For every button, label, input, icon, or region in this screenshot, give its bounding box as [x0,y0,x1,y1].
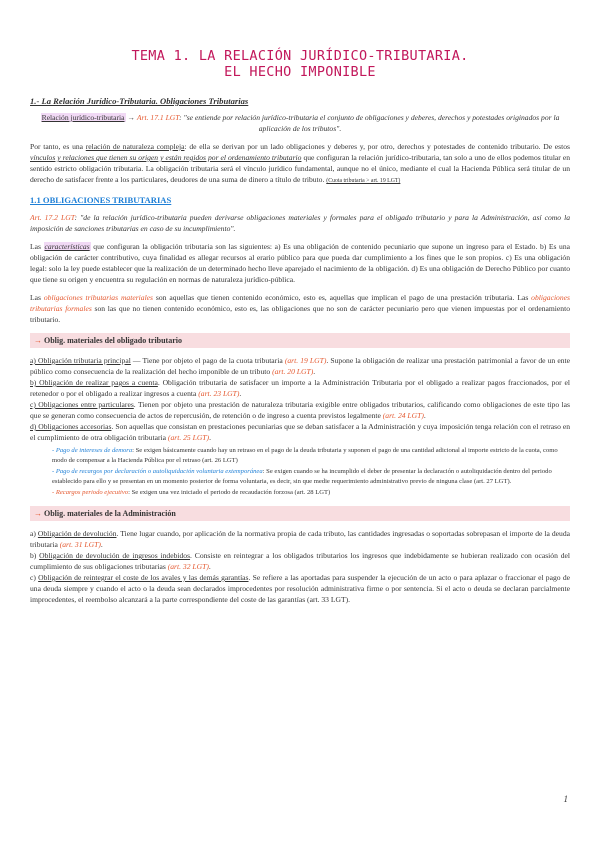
item-term: Obligación de reintegrar el coste de los avales y las demás garantías [38,573,249,582]
text-run: : Se exigen cuando se ha incumplido el deber de presentar la declaración o autoliquidación dentro del periodo establecido para ello y se presentan en un momento posterior de forma voluntaria, es decir, sin que medie requerimiento administrativo previo de ninguna clase (art. 27 LGT). [52,468,552,485]
bar-text: Oblig. materiales del obligado tributario [44,336,182,345]
item-term: Obligación de devolución de ingresos indebidos [39,551,191,560]
definition-term: Relación jurídico-tributaria [41,113,125,122]
paragraph-caracteristicas [30,241,570,285]
obligaciones-list [30,355,570,443]
text-run: que configuran la obligación tributaria son las siguientes: a) Es una obligación de contenido pecuniario que supone un ingreso para el Estado. b) Es una obligación de carácter contributivo, cuya finalidad es allegar recursos al erario público para que pueda dar cumplimiento a los fines que le son propios. c) Es una obligación legal: solo la ley puede establecer que la realización de un determinado hecho lleve aparejado el nacimiento de la obligación. d) Es una obligación de Derecho Público por cuanto que tiene su origen y encuentra su regulación en normas de naturaleza jurídico-pública. [30,242,570,284]
arrow-glyph: → [34,509,44,518]
sub-term: - Pago de intereses de demora [52,447,133,454]
text-run: . Se refiere a las aportadas para suspender la ejecución de un acto o para aplazar o fraccionar el pago de una deuda siempre y cuando el acto o la deuda sean declarados improcedentes por resolución administrativa firme o por sentencia. Si el acto o deuda se declaran parcialmente improcedentes, el reembolso alcanzará a la parte correspondiente del coste de las garantías (art. 33 LGT). [30,573,570,604]
sublist-item [52,446,570,466]
text-run: Las [30,293,44,302]
page-number: 1 [563,794,568,804]
text-run-underlined: relación de naturaleza compleja [85,142,185,151]
article-ref: (art. 23 LGT) [198,389,240,398]
section-heading: 1.- La Relación Jurídico-Tributaria. Obligaciones Tributarias [30,96,249,106]
text-run: b) [30,551,40,560]
item-term: a) Obligación tributaria principal [30,356,131,365]
item-term: d) Obligaciones accesorias [30,422,112,431]
text-run: a) [30,529,38,538]
list-item: b) Obligación de devolución de ingresos indebidos. Consiste en reintegrar a los obligados tributarios los ingresos que indebidamente se hubieran realizado con ocasión del cumplimiento de sus obligaciones tributarias (art. 32 LGT). [30,551,570,571]
text-run: Las [30,242,44,251]
text-run: : de ella se derivan por un lado obligaciones y deberes y, por otro, derechos y potestades de contenido tributario. De estos [184,142,570,151]
definition-block [30,112,570,134]
text-run-underlined: vínculos y relaciones que tienen su origen y están regidos por el ordenamiento tributario [30,153,302,162]
paragraph-naturaleza [30,141,570,187]
footnote-ref: (Cuota tributaria > art. 19 LGT) [326,178,401,184]
paragraph-materiales-formales [30,292,570,325]
list-item: c) Obligaciones entre particulares. Tienen por objeto una prestación de naturaleza tributaria exigible entre obligados tributarios, calificando como obligaciones de este tipo las que se generan como consecuencia de actos de repercusión, de retención o de ingreso a cuenta previstos legalmente (art. 24 LGT). [30,400,570,420]
text-run: son aquellas que tienen contenido económico, esto es, aquellas que implican el pago de una prestación tributaria. Las [153,293,532,302]
bar-text: Oblig. materiales de la Administración [44,509,176,518]
text-run: Por tanto, es una [30,142,86,151]
text-run: . Obligación tributaria de satisfacer un importe a la Administración Tributaria por el obligado a realizar pagos fraccionados, por el retenedor o por el obligado a realizar ingresos a cuenta [30,378,570,398]
sub-term: - Recargos periodo ejecutivo [52,489,129,496]
definition-text: : "se entiende por relación jurídico-tributaria el conjunto de obligaciones y deberes, derechos y potestades originados por la aplicación de los tributos". [179,113,560,133]
article-ref: (art. 19 LGT) [284,356,327,365]
text-run: . Son aquellas que consistan en prestaciones pecuniarias que se deban satisfacer a la Administración y cuya imposición tenga relación con el retraso en el cumplimiento de otra obligación tributaria [30,422,571,442]
article-ref: (art. 32 LGT) [167,562,209,571]
list-item: a) Obligación tributaria principal — Tiene por objeto el pago de la cuota tributaria (art. 19 LGT). Supone la obligación de realizar una prestación patrimonial a favor de un ente público como consecuencia de la realización del hecho imponible de un tributo (art. 20 LGT). [30,356,570,376]
sublist-item [52,467,570,487]
document-page [30,48,570,605]
title-line-2: EL HECHO IMPONIBLE [224,64,376,80]
art-17-2-quote [30,212,570,234]
red-term: obligaciones tributarias materiales [43,293,153,302]
text-run: son las que no tienen contenido económico, esto es, las obligaciones que no son de carácter pecuniario pero que vienen impuestas por el ordenamiento tributario. [30,304,570,324]
text-run: c) [30,573,39,582]
arrow-glyph: → [34,336,44,345]
sub-term: - Pago de recargos por declaración o autoliquidación voluntaria extemporánea [52,468,263,475]
list-item: d) Obligaciones accesorias. Son aquellas que consistan en prestaciones pecuniarias que se deban satisfacer a la Administración y cuya imposición tenga relación con el retraso en el cumplimiento de otra obligación tributaria (art. 25 LGT). [30,422,571,442]
text-run: . Supone la obligación de realizar una prestación patrimonial a favor de un ente público como consecuencia de la realización del hecho imponible de un tributo [30,356,570,376]
title-line-1: TEMA 1. LA RELACIÓN JURÍDICO-TRIBUTARIA. [131,48,469,64]
list-item: a) Obligación de devolución. Tiene lugar cuando, por aplicación de la normativa propia de cada tributo, las cantidades ingresadas o soportadas sobrepasan el importe de la deuda tributaria (art. 31 LGT). [30,529,570,549]
definition-ref: Art. 17.1 LGT [136,113,180,122]
highlighted-term: características [44,242,90,251]
list-item [30,572,570,605]
text-run: : Se exigen una vez iniciado el periodo de recaudación forzosa (art. 28 LGT) [128,489,331,496]
text-run: . Tiene lugar cuando, por aplicación de la normativa propia de cada tributo, las cantidades ingresadas o soportadas sobrepasan el importe de la deuda tributaria [30,529,570,549]
heading-bar-administracion [30,506,570,521]
subsection-heading: 1.1 OBLIGACIONES TRIBUTARIAS [30,195,172,205]
article-ref: (art. 20 LGT) [272,367,314,376]
accesorias-sublist [52,446,570,498]
text-run: . Tienen por objeto una prestación de naturaleza tributaria exigible entre obligados tributarios, calificando como obligaciones de este tipo las que se generan como consecuencia de actos de repercusión, de retención o de ingreso a cuenta previstos legalmente [30,400,570,420]
article-ref: (art. 25 LGT) [167,433,210,442]
red-term: obligaciones tributarias formales [30,293,570,313]
article-ref: (art. 31 LGT) [59,540,101,549]
document-title [30,48,570,80]
list-item: b) Obligación de realizar pagos a cuenta. Obligación tributaria de satisfacer un importe a la Administración Tributaria por el obligado a realizar pagos fraccionados, por el retenedor o por el obligado a realizar ingresos a cuenta (art. 23 LGT). [30,378,570,398]
article-ref: (art. 24 LGT) [382,411,424,420]
text-run: — Tiene por objeto el pago de la cuota tributaria [130,356,285,365]
administracion-list [30,528,570,605]
text-run: que configuran la relación jurídico-tributaria, tan solo a uno de ellos podemos titular en sentido estricto obligación tributaria. La obligación tributaria será el vínculo jurídico fundamental, aunque no el único, mediante el cual la Hacienda Pública será titular de un derecho de satisfacer frente a los particulares, deudores de una suma de dinero a título de tributo. [30,153,570,184]
heading-bar-obligado [30,333,570,348]
article-ref: Art. 17.2 LGT [30,213,75,222]
arrow-glyph: → [125,113,137,122]
text-run: : Se exigen básicamente cuando hay un retraso en el pago de la deuda tributaria y suponen el pago de una cantidad adicional al importe estricto de la cuota, como modo de compensar a la Hacienda Pública por el retraso (art. 26 LGT) [52,447,558,464]
item-term: Obligación de devolución [37,529,117,538]
item-term: c) Obligaciones entre particulares [30,400,134,409]
item-term: b) Obligación de realizar pagos a cuenta [30,378,158,387]
quote-text: : "de la relación jurídico-tributaria pueden derivarse obligaciones materiales y formales para el obligado tributario y para la Administración, así como la imposición de sanciones tributarias en caso de su incumplimiento". [30,213,570,233]
sublist-item [52,488,570,498]
text-run: . Consiste en reintegrar a los obligados tributarios los ingresos que indebidamente se hubieran realizado con ocasión del cumplimiento de sus obligaciones tributarias [30,551,570,571]
